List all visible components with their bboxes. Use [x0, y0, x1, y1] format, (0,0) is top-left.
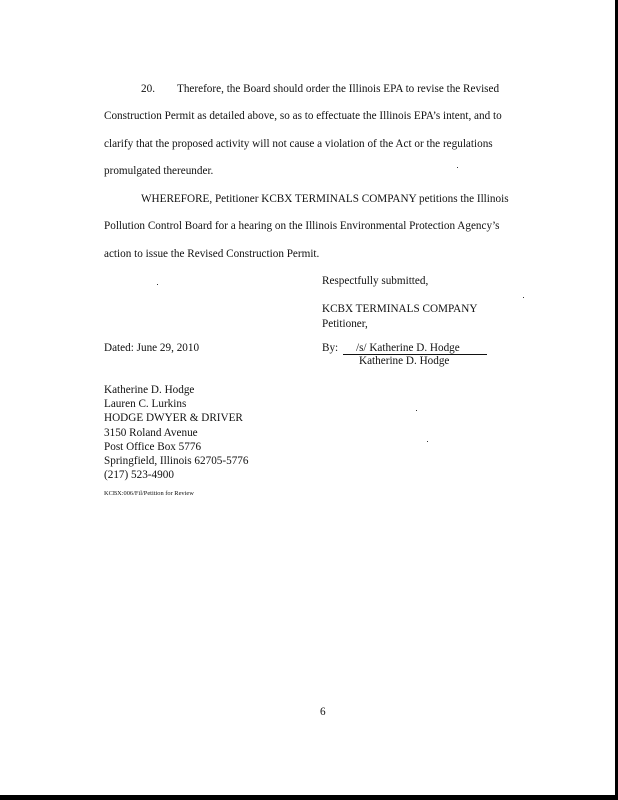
counsel-line: 3150 Roland Avenue [104, 426, 198, 439]
counsel-address-block [104, 383, 249, 482]
counsel-line: Post Office Box 5776 [104, 440, 202, 453]
counsel-line: (217) 523-4900 [104, 469, 174, 482]
scan-speck [157, 284, 158, 285]
electronic-signature: /s/ Katherine D. Hodge [343, 342, 487, 355]
signer-name: Katherine D. Hodge [359, 355, 450, 367]
scan-speck [457, 167, 458, 168]
company-name: KCBX TERMINALS COMPANY [322, 303, 478, 315]
counsel-line: Lauren C. Lurkins [104, 398, 187, 411]
scan-speck [416, 410, 417, 411]
scan-speck [427, 441, 428, 442]
salutation: Respectfully submitted, [322, 275, 429, 287]
by-label: By: [322, 342, 339, 354]
paragraph-20-line-3: clarify that the proposed activity will not cause a violation of the Act or the regulations [104, 138, 493, 150]
dated-line: Dated: June 29, 2010 [104, 342, 200, 354]
paragraph-number: 20. [141, 83, 155, 95]
signature-line [322, 342, 487, 355]
page-number: 6 [320, 706, 326, 718]
scan-border-bottom [0, 795, 618, 800]
counsel-line: HODGE DWYER & DRIVER [104, 412, 243, 425]
counsel-line: Katherine D. Hodge [104, 384, 195, 396]
paragraph-20-line-4: promulgated thereunder. [104, 165, 214, 177]
paragraph-20-line-1: Therefore, the Board should order the Illinois EPA to revise the Revised [177, 83, 500, 95]
wherefore-line-1: WHEREFORE, Petitioner KCBX TERMINALS COMPANY petitions the Illinois [141, 193, 509, 205]
paragraph-20-line-2: Construction Permit as detailed above, so as to effectuate the Illinois EPA’s intent, and to [104, 110, 502, 122]
file-reference: KCBX:006/Fil/Petition for Review [104, 490, 194, 497]
wherefore-line-2: Pollution Control Board for a hearing on the Illinois Environmental Protection Agency’s [104, 220, 500, 232]
wherefore-line-3: action to issue the Revised Construction Permit. [104, 248, 320, 260]
counsel-line: Springfield, Illinois 62705-5776 [104, 455, 249, 468]
petitioner-role: Petitioner, [322, 318, 368, 330]
scan-speck [523, 297, 524, 298]
